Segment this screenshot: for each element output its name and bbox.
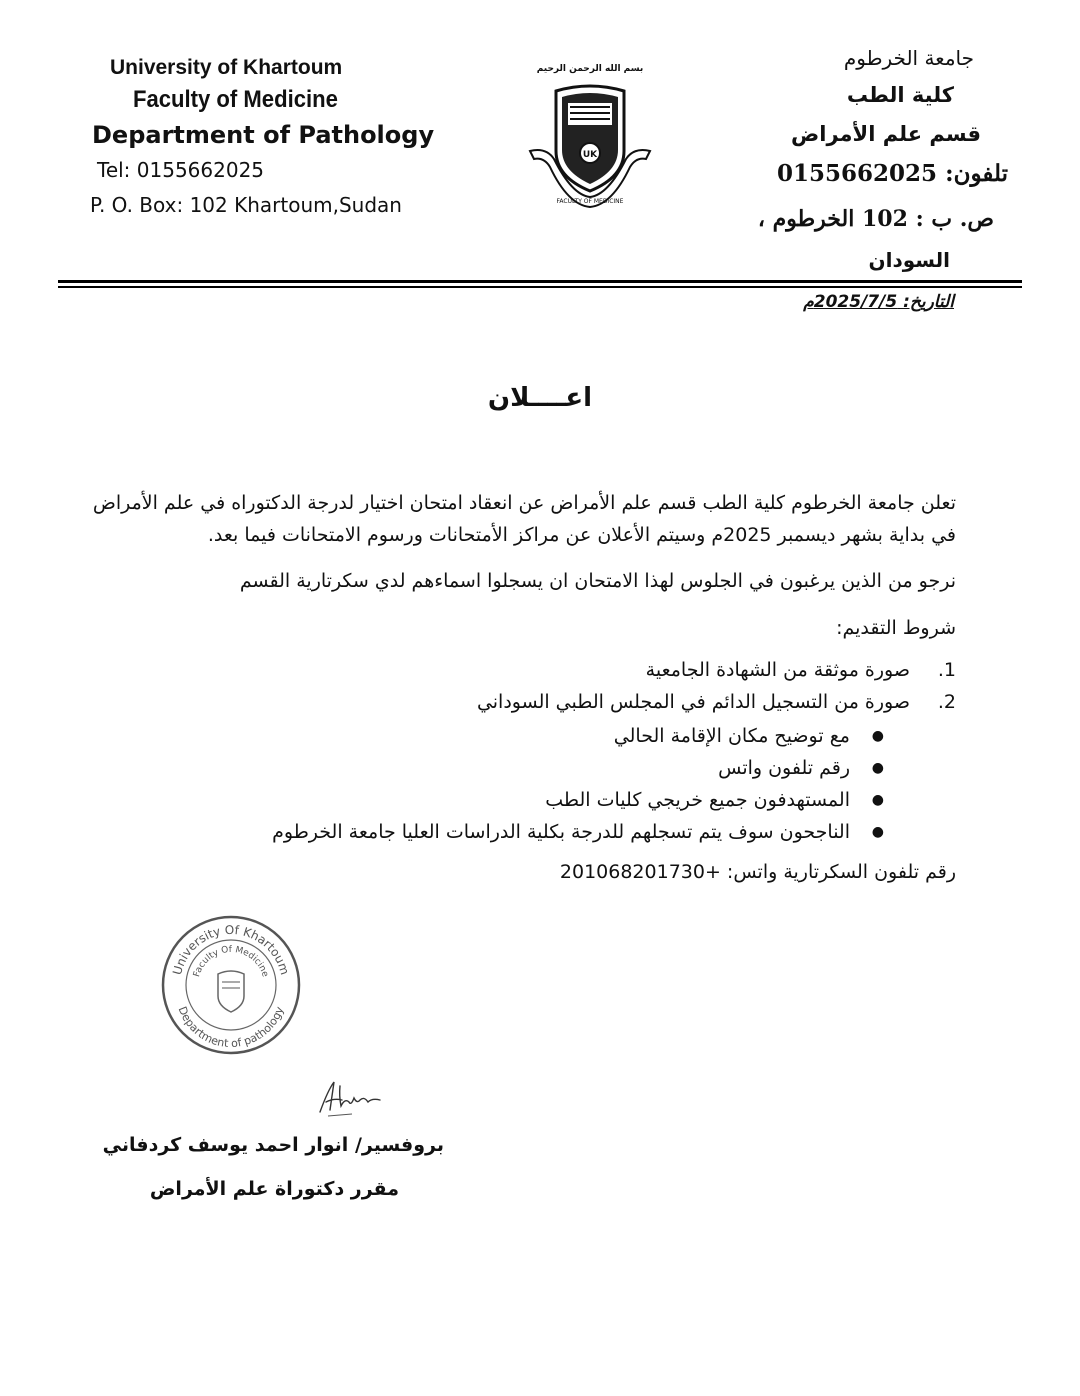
bullet-text: المستهدفون جميع خريجي كليات الطب xyxy=(545,789,850,811)
list-item-number: 1. xyxy=(937,659,956,681)
svg-text:FACULTY OF MEDICINE: FACULTY OF MEDICINE xyxy=(556,198,624,205)
header-en-faculty: Faculty of Medicine xyxy=(133,86,338,113)
bullet-text: مع توضيح مكان الإقامة الحالي xyxy=(613,725,850,747)
header-ar-tel: تلفون: 0155662025 xyxy=(777,160,1008,187)
svg-text:University Of Khartoum: University Of Khartoum xyxy=(170,922,292,977)
conditions-ordered-list xyxy=(156,654,956,718)
header-en-po-box: P. O. Box: 102 Khartoum,Sudan xyxy=(90,193,402,217)
header-ar-university: جامعة الخرطوم xyxy=(843,46,974,70)
header-ar-department: قسم علم الأمراض xyxy=(791,122,981,146)
conditions-bullet-list xyxy=(124,720,884,848)
bullet-text: رقم تلفون واتس xyxy=(718,757,850,779)
announcement-paragraph-2: نرجو من الذين يرغبون في الجلوس لهذا الامتحان ان يسجلوا اسماءهم لدي سكرتارية القسم xyxy=(239,570,956,592)
svg-text:بسم الله الرحمن الرحيم: بسم الله الرحمن الرحيم xyxy=(536,64,644,74)
header-ar-faculty: كلية الطب xyxy=(846,83,954,107)
bullet-item xyxy=(124,720,884,752)
list-item-text: صورة من التسجيل الدائم في المجلس الطبي السوداني xyxy=(476,691,910,713)
header-en-university: University of Khartoum xyxy=(110,56,343,79)
svg-text:Department of pathology: Department of pathology xyxy=(175,1004,287,1051)
svg-text:UK: UK xyxy=(582,150,598,160)
paragraph-1-line-2: في بداية بشهر ديسمبر 2025م وسيتم الأعلان عن مراكز الأمتحانات ورسوم الامتحانات فيما بعد. xyxy=(207,524,956,546)
header-ar-country: السودان xyxy=(868,248,950,272)
bullet-item xyxy=(124,752,884,784)
signatory-role: مقرر دكتوراة علم الأمراض xyxy=(149,1178,399,1200)
svg-text:Faculty Of Medicine: Faculty Of Medicine xyxy=(192,944,270,979)
header-en-tel: Tel: 0155662025 xyxy=(97,158,265,182)
department-stamp xyxy=(158,912,304,1058)
bullet-icon: ● xyxy=(871,760,884,776)
list-item-text: صورة موثقة من الشهادة الجامعية xyxy=(645,659,910,681)
handwritten-signature xyxy=(314,1076,394,1120)
announcement-paragraph-1 xyxy=(76,487,956,551)
bullet-icon: ● xyxy=(871,792,884,808)
secretary-phone: رقم تلفون السكرتارية واتس: +201068201730 xyxy=(559,861,956,883)
header-divider-thick xyxy=(58,280,1022,283)
signatory-name: بروفسير/ انوار احمد يوسف كردفاني xyxy=(102,1134,444,1156)
bullet-item xyxy=(124,784,884,816)
bullet-text: الناجحون سوف يتم تسجلهم للدرجة بكلية الدراسات العليا جامعة الخرطوم xyxy=(272,821,850,843)
list-item-number: 2. xyxy=(937,691,956,713)
letter-date: التاريخ: 2025/7/5م xyxy=(803,292,954,312)
header-en-department: Department of Pathology xyxy=(92,121,435,149)
list-item xyxy=(156,686,956,718)
header-ar-po-box: ص. ب : 102 الخرطوم ، xyxy=(757,206,994,232)
announcement-title: اعــــلان xyxy=(487,383,593,413)
header-divider-thin xyxy=(58,286,1022,288)
university-crest-logo xyxy=(520,55,660,215)
conditions-label: شروط التقديم: xyxy=(836,617,956,639)
bullet-icon: ● xyxy=(871,824,884,840)
bullet-icon: ● xyxy=(871,728,884,744)
list-item xyxy=(156,654,956,686)
paragraph-1-line-1: تعلن جامعة الخرطوم كلية الطب قسم علم الأمراض عن انعقاد امتحان اختيار لدرجة الدكتوراه في علم الأمراض xyxy=(92,492,956,514)
bullet-item xyxy=(124,816,884,848)
